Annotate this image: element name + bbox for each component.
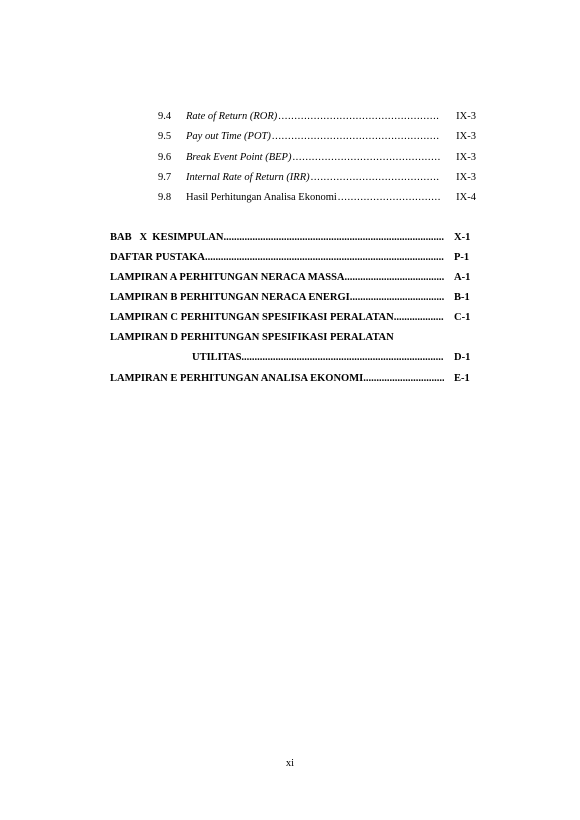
toc-entry-9-5[interactable] — [158, 130, 476, 144]
entry-page: IX-3 — [456, 111, 476, 122]
entry-title: Hasil Perhitungan Analisa Ekonomi — [186, 192, 337, 203]
entry-page: C-1 — [454, 312, 471, 323]
entry-title: Rate of Return (ROR) — [186, 111, 278, 122]
entry-number: 9.7 — [158, 172, 172, 183]
toc-entry-9-8[interactable] — [158, 191, 476, 205]
entry-title: LAMPIRAN E PERHITUNGAN ANALISA EKONOMI — [110, 373, 364, 384]
entry-title: UTILITAS — [192, 352, 242, 363]
entry-title: LAMPIRAN C PERHITUNGAN SPESIFIKASI PERALATAN — [110, 312, 394, 323]
toc-entry-lampiran-c[interactable] — [110, 311, 474, 325]
toc-entry-lampiran-e[interactable] — [110, 372, 474, 386]
entry-page: P-1 — [454, 252, 470, 263]
entry-page: IX-4 — [456, 192, 476, 203]
entry-title: Break Event Point (BEP) — [186, 152, 292, 163]
entry-page: A-1 — [454, 272, 471, 283]
entry-page: X-1 — [454, 232, 471, 243]
entry-page: IX-3 — [456, 172, 476, 183]
page-number: xi — [285, 758, 295, 769]
toc-entry-lampiran-a[interactable] — [110, 271, 474, 285]
entry-title: LAMPIRAN A PERHITUNGAN NERACA MASSA — [110, 272, 345, 283]
entry-number: 9.4 — [158, 111, 172, 122]
toc-entry-lampiran-d[interactable] — [110, 331, 474, 345]
toc-entry-9-4[interactable] — [158, 110, 476, 124]
entry-title: LAMPIRAN D PERHITUNGAN SPESIFIKASI PERALATAN — [110, 332, 394, 343]
toc-entry-lampiran-b[interactable] — [110, 291, 474, 305]
entry-number: 9.5 — [158, 131, 172, 142]
entry-page: D-1 — [454, 352, 471, 363]
toc-entry-lampiran-d-utilitas[interactable] — [110, 351, 474, 365]
entry-title: Internal Rate of Return (IRR) — [186, 172, 310, 183]
toc-entry-9-7[interactable] — [158, 171, 476, 185]
toc-entry-daftar-pustaka[interactable] — [110, 251, 474, 265]
toc-entry-bab-x[interactable] — [110, 231, 474, 245]
entry-number: 9.8 — [158, 192, 172, 203]
toc-entry-9-6[interactable] — [158, 151, 476, 165]
entry-page: IX-3 — [456, 131, 476, 142]
entry-page: IX-3 — [456, 152, 476, 163]
entry-title: BAB X KESIMPULAN — [110, 232, 224, 243]
entry-number: 9.6 — [158, 152, 172, 163]
entry-page: B-1 — [454, 292, 470, 303]
entry-title: DAFTAR PUSTAKA — [110, 252, 205, 263]
entry-page: E-1 — [454, 373, 470, 384]
entry-title: LAMPIRAN B PERHITUNGAN NERACA ENERGI — [110, 292, 350, 303]
entry-title: Pay out Time (POT) — [186, 131, 271, 142]
